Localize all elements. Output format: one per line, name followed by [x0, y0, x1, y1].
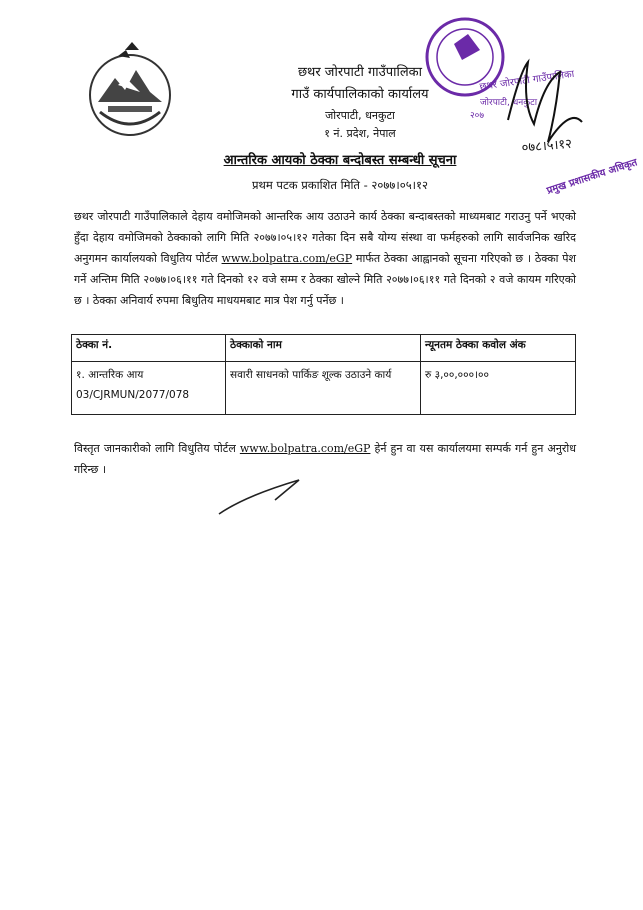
stamp-text-2: जोरपाटी, धनकुटा	[480, 98, 538, 108]
municipality-name: छथर जोरपाटी गाउँपालिका	[297, 65, 423, 80]
contact-text-b: हेर्न हुन वा यस कार्यालयमा सम्पर्क गर्न हुन अनुरोध गरिन्छ ।	[74, 442, 577, 476]
contract-no-cell	[72, 362, 226, 415]
col-contract-name: ठेक्काको नाम	[226, 335, 421, 362]
notice-paragraph	[74, 206, 576, 311]
publish-date: प्रथम पटक प्रकाशित मिति - २०७७।०५।१२	[251, 178, 428, 192]
col-contract-no: ठेक्का नं.	[72, 335, 226, 362]
portal-link-2[interactable]: www.bolpatra.com/eGP	[239, 442, 371, 455]
paragraph-text-a: छथर जोरपाटी गाउँपालिकाले देहाय वमोजिमको आन्तरिक आय उठाउने कार्य ठेक्का बन्दाबस्तको माध्यमबाट गराउनु पर्ने भएको हुँदा देहाय वमोजिमको ठेक्काको लागि मिति २०७७।०५।१२ गतेका दिन सबै योग्य संस्था वा फर्महरुको लागि सार्वजनिक खरिद अनुगमन कार्यालयको विधुतिय पोर्टल	[74, 210, 576, 265]
contact-paragraph	[74, 438, 576, 480]
contract-table	[71, 334, 576, 415]
table-header-row	[72, 335, 576, 362]
col-min-bid: न्यूनतम ठेक्का कवोल अंक	[421, 335, 576, 362]
contract-id: 03/CJRMUN/2077/078	[76, 389, 190, 401]
pen-stroke-mark	[215, 476, 305, 520]
contact-text-a: विस्तृत जानकारीको लागि विधुतिय पोर्टल	[74, 442, 236, 455]
stamp-text-3: २०७	[470, 111, 485, 121]
notice-title: आन्तरिक आयको ठेक्का बन्दोबस्त सम्बन्धी सूचना	[223, 153, 457, 168]
officer-designation-stamp: प्रमुख प्रशासकीय अधिकृत	[545, 157, 639, 197]
contract-name-cell: सवारी साधनको पार्किङ शूल्क उठाउने कार्य	[226, 362, 421, 415]
signature-date: ०७८।५।१२	[521, 136, 573, 156]
portal-link[interactable]: www.bolpatra.com/eGP	[221, 252, 353, 265]
table-row	[72, 362, 576, 415]
min-bid-cell: रु ३,००,०००।००	[421, 362, 576, 415]
stamp-text-1: छथर जोरपाटी गाउँपालिका	[478, 68, 575, 93]
office-address: जोरपाटी, धनकुटा	[325, 109, 395, 122]
contract-no-label: १. आन्तरिक आय	[76, 369, 144, 381]
official-stamp-signature	[410, 12, 639, 202]
paragraph-text-b: मार्फत ठेक्का आह्वानको सूचना गरिएको छ । ठेक्का पेश गर्ने अन्तिम मिति २०७७।०६।११ गते दिनको १२ वजे सम्म र ठेक्का खोल्ने मिति २०७७।०६।११ गते दिनको २ वजे कायम गरिएको छ । ठेक्का अनिवार्य रुपमा बिधुतिय माधयमबाट मात्र पेश गर्नु पर्नेछ ।	[74, 252, 577, 307]
province-line: १ नं. प्रदेश, नेपाल	[324, 127, 396, 140]
office-name: गाउँ कार्यपालिकाको कार्यालय	[291, 87, 429, 102]
nepal-emblem-logo	[70, 40, 190, 140]
